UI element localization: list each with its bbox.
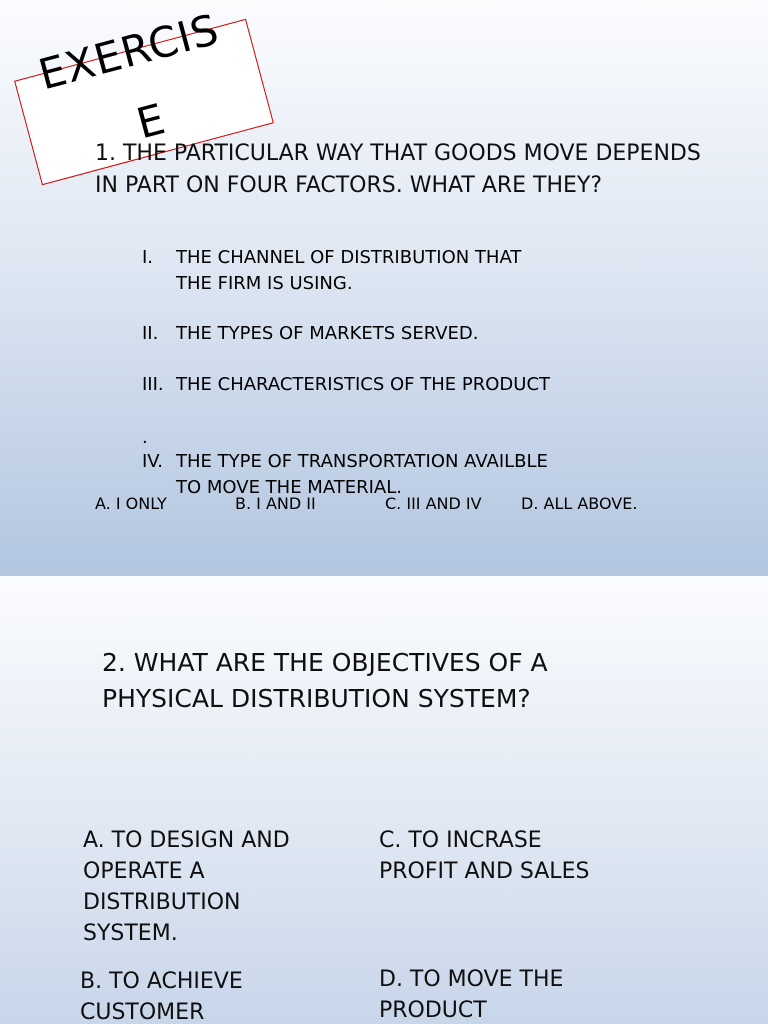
list-item-number: II.	[142, 323, 159, 344]
list-item-text: THE TYPE OF TRANSPORTATION AVAILBLE TO MOVE THE MATERIAL.	[176, 451, 548, 498]
list-item-text: THE TYPES OF MARKETS SERVED.	[176, 323, 479, 344]
list-item-text: THE CHARACTERISTICS OF THE PRODUCT	[176, 374, 551, 395]
answer-c: C. III AND IV	[385, 494, 482, 513]
list-item-text: THE CHANNEL OF DISTRIBUTION THAT THE FIRM IS USING.	[176, 247, 522, 294]
question-1: 1. THE PARTICULAR WAY THAT GOODS MOVE DEPENDS IN PART ON FOUR FACTORS. WHAT ARE THEY?	[95, 141, 701, 198]
slide-2	[0, 576, 768, 1024]
answer-b: B. I AND II	[235, 494, 316, 513]
option-b: B. TO ACHIEVE CUSTOMER	[80, 969, 243, 1024]
list-item-number: I.	[142, 247, 154, 268]
exercise-stamp-text: EXERCIS	[33, 4, 225, 100]
option-d: D. TO MOVE THE PRODUCT	[379, 967, 564, 1023]
exercise-stamp-text-2: E	[131, 94, 170, 149]
answer-a: A. I ONLY	[95, 494, 167, 513]
list-item-number: III.	[142, 374, 164, 395]
option-a: A. TO DESIGN AND OPERATE A DISTRIBUTION SYSTEM.	[83, 828, 290, 946]
stray-dot: .	[142, 427, 148, 448]
option-c: C. TO INCRASE PROFIT AND SALES	[379, 828, 590, 884]
list-item-number: IV.	[142, 451, 164, 472]
question-2: 2. WHAT ARE THE OBJECTIVES OF A PHYSICAL DISTRIBUTION SYSTEM?	[102, 648, 548, 713]
answer-d: D. ALL ABOVE.	[521, 494, 638, 513]
